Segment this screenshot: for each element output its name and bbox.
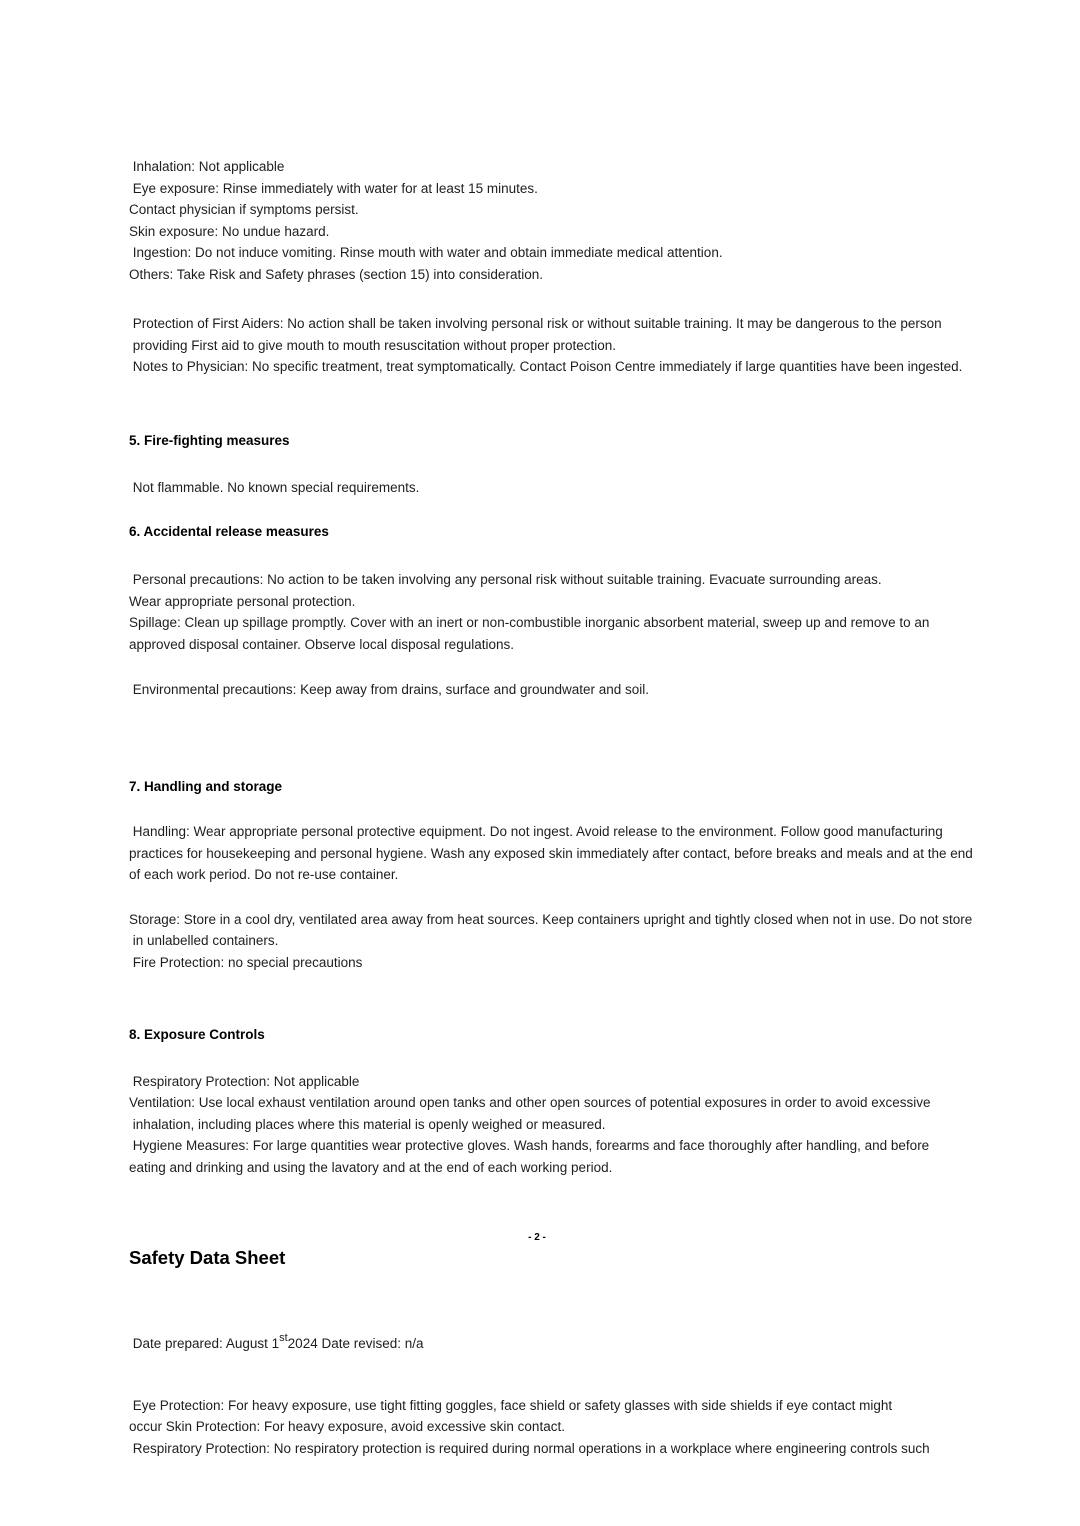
- text-line: Protection of First Aiders: No action shall be taken involving personal risk or without suitable training. It may be dangerous to the person: [129, 316, 942, 331]
- first-aid-ingestion-line: Ingestion: Do not induce vomiting. Rinse mouth with water and obtain immediate medical attention.: [129, 245, 723, 260]
- section-heading-handling-storage: 7. Handling and storage: [129, 778, 283, 794]
- text-line: Ventilation: Use local exhaust ventilation around open tanks and other open sources of potential exposures in order to avoid excessive: [129, 1095, 931, 1110]
- text-line: of each work period. Do not re-use container.: [129, 867, 399, 882]
- first-aid-measures-block: [129, 156, 1080, 285]
- protection-paragraph: [129, 1395, 1080, 1460]
- text-line: Notes to Physician: No specific treatment, treat symptomatically. Contact Poison Centre immediately if large quantities have been ingested.: [129, 359, 963, 374]
- handling-paragraph: [129, 821, 1080, 886]
- text-line: providing First aid to give mouth to mouth resuscitation without proper protection.: [129, 337, 616, 353]
- text-line: Eye Protection: For heavy exposure, use tight fitting goggles, face shield or safety glasses with side shields if eye contact might: [129, 1397, 893, 1413]
- text-line: in unlabelled containers.: [129, 933, 279, 948]
- text-line: approved disposal container. Observe local disposal regulations.: [129, 636, 514, 652]
- fire-fighting-body-line: Not flammable. No known special requirements.: [129, 480, 420, 495]
- first-aid-others-line: Others: Take Risk and Safety phrases (section 15) into consideration.: [129, 266, 543, 282]
- text-line: Storage: Store in a cool dry, ventilated area away from heat sources. Keep containers upright and tightly closed when not in use. Do not store: [129, 911, 973, 927]
- first-aid-eye-exposure-line: Eye exposure: Rinse immediately with water for at least 15 minutes.: [129, 180, 538, 196]
- text-line: Personal precautions: No action to be taken involving any personal risk without suitable training. Evacuate surrounding areas.: [129, 572, 882, 587]
- text-line: Hygiene Measures: For large quantities wear protective gloves. Wash hands, forearms and face thoroughly after handling, and before: [129, 1138, 930, 1153]
- text-line: eating and drinking and using the lavatory and at the end of each working period.: [129, 1159, 613, 1175]
- date-prepared-prefix: Date prepared: August 1: [129, 1336, 280, 1351]
- text-line: inhalation, including places where this material is openly weighed or measured.: [129, 1116, 606, 1132]
- page-number: - 2 -: [528, 1232, 546, 1243]
- first-aid-skin-exposure-line: Skin exposure: No undue hazard.: [129, 223, 330, 239]
- text-line: Handling: Wear appropriate personal protective equipment. Do not ingest. Avoid release to the environment. Follow good manufacturing: [129, 824, 943, 839]
- date-prepared-line: [129, 1333, 1080, 1357]
- section-heading-fire-fighting: 5. Fire-fighting measures: [129, 432, 290, 448]
- document-title: Safety Data Sheet: [129, 1247, 286, 1268]
- text-line: Respiratory Protection: Not applicable: [129, 1073, 360, 1089]
- text-line: occur Skin Protection: For heavy exposure, avoid excessive skin contact.: [129, 1419, 565, 1434]
- environmental-precautions-line: Environmental precautions: Keep away from drains, surface and groundwater and soil.: [129, 682, 650, 697]
- section-heading-accidental-release: 6. Accidental release measures: [129, 523, 329, 539]
- date-ordinal-superscript: st: [279, 1332, 288, 1344]
- text-line: Respiratory Protection: No respiratory protection is required during normal operations in a workplace where engineering controls such: [129, 1440, 930, 1456]
- section-heading-exposure-controls: 8. Exposure Controls: [129, 1027, 265, 1042]
- date-prepared-suffix: 2024 Date revised: n/a: [287, 1336, 424, 1351]
- first-aiders-paragraph: [129, 313, 1080, 378]
- storage-paragraph: [129, 909, 1080, 974]
- exposure-controls-paragraph: [129, 1071, 1080, 1179]
- text-line: Wear appropriate personal protection.: [129, 593, 356, 609]
- text-line: practices for housekeeping and personal hygiene. Wash any exposed skin immediately after contact, before breaks and meals and at the end: [129, 845, 973, 861]
- text-line: Spillage: Clean up spillage promptly. Cover with an inert or non-combustible inorganic absorbent material, sweep up and remove to an: [129, 615, 930, 630]
- text-line: Fire Protection: no special precautions: [129, 954, 363, 970]
- first-aid-contact-physician-line: Contact physician if symptoms persist.: [129, 202, 359, 217]
- first-aid-inhalation-line: Inhalation: Not applicable: [129, 159, 285, 174]
- personal-precautions-paragraph: [129, 569, 1080, 655]
